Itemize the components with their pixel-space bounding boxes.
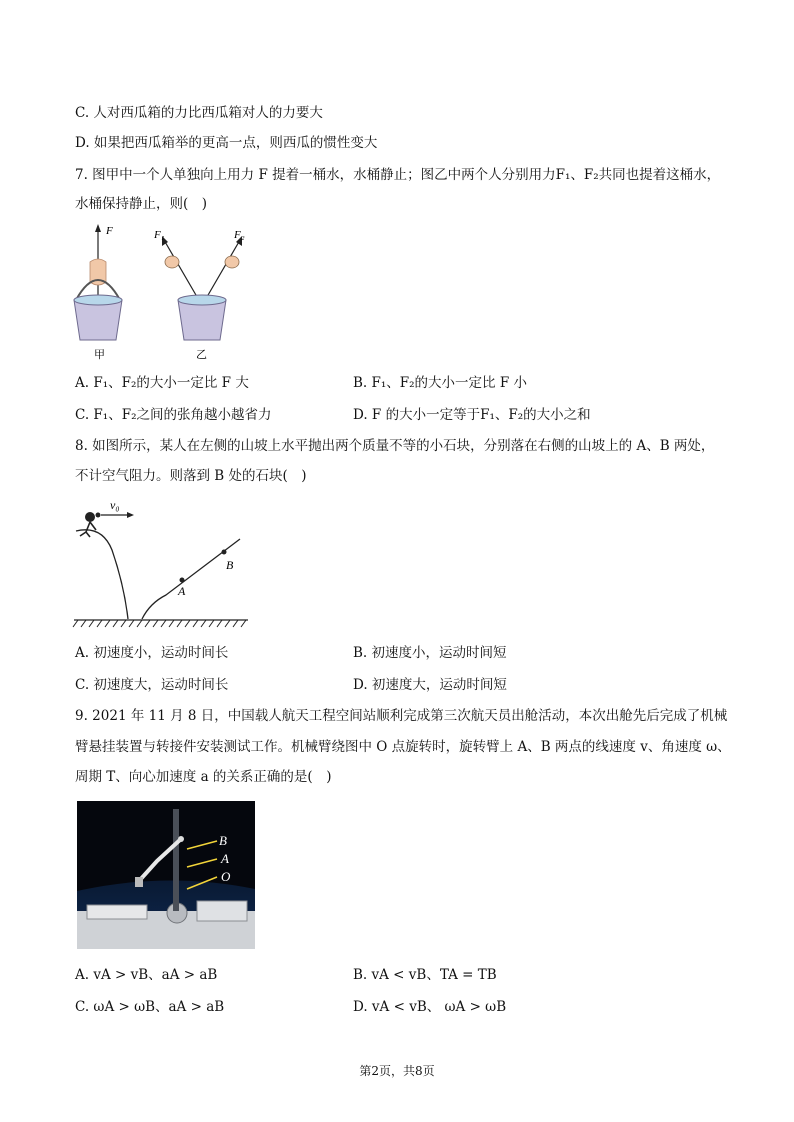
q9-stem-line3: 周期 T、向心加速度 a 的关系正确的是( ) [75, 769, 332, 785]
q7-option-a: A. F₁、F₂的大小一定比 F 大 [75, 375, 249, 391]
q8-stem-line1: 8. 如图所示，某人在左侧的山坡上水平抛出两个质量不等的小石块，分别落在右侧的山坡上的 A、B 两处， [75, 438, 715, 454]
photo-label-o: O [221, 869, 231, 884]
q7-option-b: B. F₁、F₂的大小一定比 F 小 [353, 375, 528, 391]
point-b-label: B [226, 558, 234, 572]
q9-option-b: B. vA < vB、TA = TB [353, 967, 497, 983]
force-f1-label: F₁ [154, 229, 165, 241]
q7-stem-line1: 7. 图甲中一个人单独向上用力 F 提着一桶水，水桶静止；图乙中两个人分别用力F₁、F₂共同也提着这桶水， [75, 167, 721, 183]
q9-option-c: C. ωA > ωB、aA > aB [75, 999, 225, 1015]
force-f2-label: F₂ [234, 229, 245, 241]
point-a [180, 578, 185, 583]
photo-label-b: B [219, 833, 227, 848]
q7-stem-line2: 水桶保持静止，则( ) [75, 196, 208, 212]
q8-option-d: D. 初速度大，运动时间短 [353, 677, 507, 693]
q6-option-c: C. 人对西瓜箱的力比西瓜箱对人的力要大 [75, 105, 323, 121]
q9-option-d: D. vA < vB、 ωA > ωB [353, 999, 507, 1015]
photo-label-a: A [221, 851, 229, 866]
v0-label: v₀ [110, 498, 120, 512]
q7-bucket-figure [70, 222, 250, 362]
bucket-yi [153, 229, 245, 361]
q9-stem-line1: 9. 2021 年 11 月 8 日，中国载人航天工程空间站顺利完成第三次航天员出舱活动，本次出舱先后完成了机械 [75, 708, 728, 724]
q8-option-b: B. 初速度小，运动时间短 [353, 645, 507, 661]
label-yi: 乙 [196, 348, 207, 361]
q8-slope-figure [72, 495, 252, 635]
q8-option-c: C. 初速度大，运动时间长 [75, 677, 229, 693]
page-footer: 第2页，共8页 [359, 1064, 435, 1078]
point-a-label: A [178, 584, 186, 598]
q6-option-d: D. 如果把西瓜箱举的更高一点，则西瓜的惯性变大 [75, 135, 378, 151]
q8-option-a: A. 初速度小，运动时间长 [75, 645, 229, 661]
force-f-label: F [106, 225, 113, 237]
hand-right-icon [225, 256, 239, 268]
q7-option-c: C. F₁、F₂之间的张角越小越省力 [75, 407, 272, 423]
q7-option-d: D. F 的大小一定等于F₁、F₂的大小之和 [353, 407, 591, 423]
q8-stem-line2: 不计空气阻力。则落到 B 处的石块( ) [75, 468, 307, 484]
q9-space-station-photo [77, 801, 255, 949]
point-b [222, 550, 227, 555]
mast [173, 809, 179, 911]
hand-left-icon [165, 256, 179, 268]
stone-icon [96, 513, 101, 518]
q9-stem-line2: 臂悬挂装置与转接件安装测试工作。机械臂绕图中 O 点旋转时，旋转臂上 A、B 两点的线速度 v、角速度 ω、 [75, 739, 731, 755]
bucket-jia [74, 224, 122, 361]
person-icon [85, 512, 95, 522]
label-jia: 甲 [94, 348, 105, 361]
q9-option-a: A. vA > vB、aA > aB [75, 967, 218, 983]
